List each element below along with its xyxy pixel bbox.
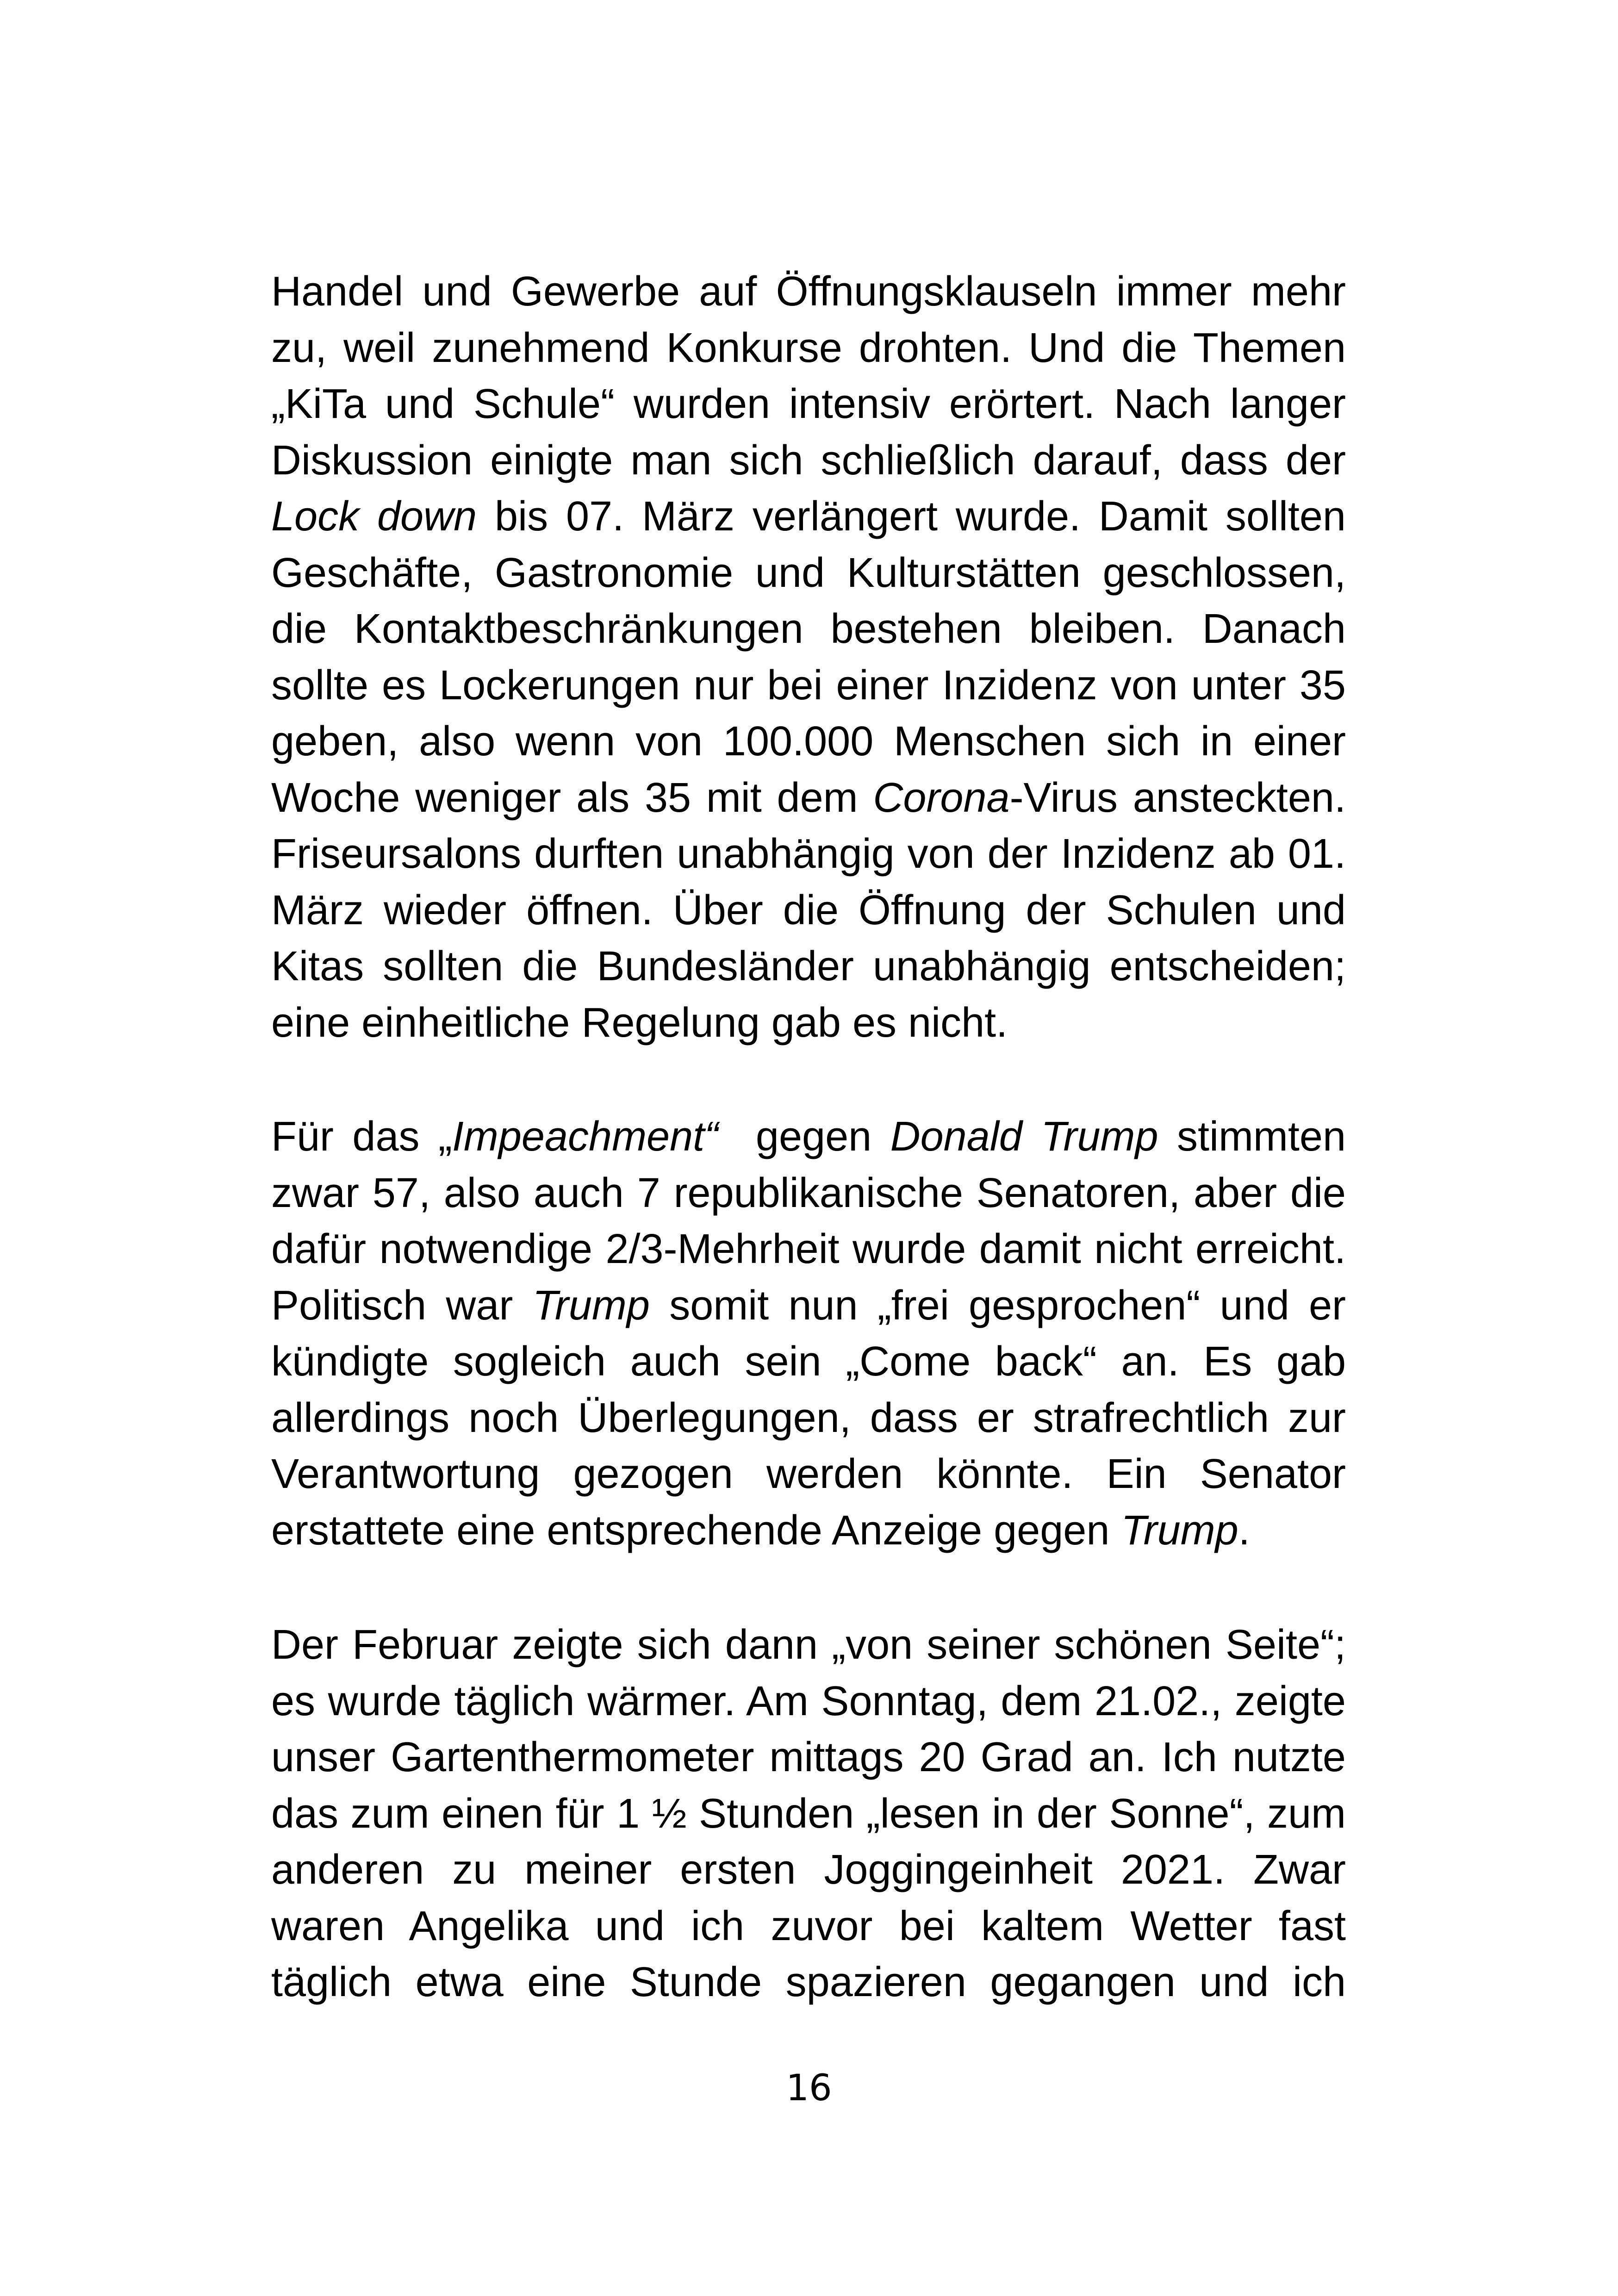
text-segment: stimmten xyxy=(1158,1114,1346,1160)
text-line xyxy=(271,433,1346,489)
text-segment: Woche weniger als 35 mit dem xyxy=(271,774,873,821)
paragraph-impeachment xyxy=(271,1109,1346,1559)
text-line xyxy=(271,826,1346,883)
italic-text-segment: Donald Trump xyxy=(890,1114,1158,1160)
text-line xyxy=(271,1954,1346,2011)
text-segment: Kitas sollten die Bundesländer unabhängig entscheiden; xyxy=(271,943,1346,989)
italic-text-segment: Trump xyxy=(532,1282,650,1329)
text-segment: zwar 57, also auch 7 republikanische Senatoren, aber die xyxy=(271,1170,1346,1216)
text-segment: anderen zu meiner ersten Joggingeinheit 2021. Zwar xyxy=(271,1847,1346,1893)
text-segment: geben, also wenn von 100.000 Menschen sich in einer xyxy=(271,718,1346,765)
text-segment: gegen xyxy=(718,1114,890,1160)
text-segment: Handel und Gewerbe auf Öffnungsklauseln immer mehr xyxy=(271,268,1346,315)
text-line xyxy=(271,1842,1346,1898)
italic-text-segment: Impeachment“ xyxy=(452,1114,719,1160)
text-line xyxy=(271,1278,1346,1334)
text-line xyxy=(271,1674,1346,1730)
text-segment: Geschäfte, Gastronomie und Kulturstätten geschlossen, xyxy=(271,549,1346,596)
text-segment: Verantwortung gezogen werden könnte. Ein Senator xyxy=(271,1451,1346,1497)
text-segment: . xyxy=(1238,1507,1250,1554)
text-line xyxy=(271,1165,1346,1222)
text-line xyxy=(271,1786,1346,1842)
text-segment: eine einheitliche Regelung gab es nicht. xyxy=(271,999,1008,1046)
italic-text-segment: Lock down xyxy=(271,493,477,540)
text-segment: bis 07. März verlängert wurde. Damit sollten xyxy=(477,493,1346,540)
text-line xyxy=(271,939,1346,995)
text-line xyxy=(271,376,1346,433)
text-line xyxy=(271,1221,1346,1278)
text-segment: die Kontaktbeschränkungen bestehen bleiben. Danach xyxy=(271,606,1346,652)
text-line xyxy=(271,1109,1346,1165)
text-segment: Politisch war xyxy=(271,1282,533,1329)
paragraph-february xyxy=(271,1617,1346,2011)
text-line xyxy=(271,1898,1346,1955)
text-segment: das zum einen für 1 ½ Stunden „lesen in der Sonne“, zum xyxy=(271,1790,1346,1837)
text-line xyxy=(271,601,1346,658)
page-number: 16 xyxy=(786,2067,832,2109)
text-segment: Friseursalons durften unabhängig von der Inzidenz ab 01. xyxy=(271,831,1346,877)
text-line xyxy=(271,658,1346,714)
italic-text-segment: Trump xyxy=(1121,1507,1238,1554)
text-segment: „KiTa und Schule“ wurden intensiv erörtert. Nach langer xyxy=(271,381,1346,427)
text-line xyxy=(271,1390,1346,1447)
text-segment: kündigte sogleich auch sein „Come back“ an. Es gab xyxy=(271,1338,1346,1385)
text-segment: erstattete eine entsprechende Anzeige gegen xyxy=(271,1507,1121,1554)
text-segment: sollte es Lockerungen nur bei einer Inzidenz von unter 35 xyxy=(271,662,1346,709)
text-segment: täglich etwa eine Stunde spazieren gegangen und ich xyxy=(271,1959,1346,2005)
text-segment: Diskussion einigte man sich schließlich darauf, dass der xyxy=(271,437,1346,484)
text-segment: Für das „ xyxy=(271,1114,452,1160)
text-line xyxy=(271,770,1346,827)
text-line xyxy=(271,545,1346,602)
text-line xyxy=(271,264,1346,320)
text-line xyxy=(271,883,1346,939)
text-segment: dafür notwendige 2/3-Mehrheit wurde damit nicht erreicht. xyxy=(271,1226,1346,1272)
italic-text-segment: Corona xyxy=(873,774,1010,821)
text-segment: März wieder öffnen. Über die Öffnung der Schulen und xyxy=(271,887,1346,933)
text-line xyxy=(271,489,1346,545)
text-segment: es wurde täglich wärmer. Am Sonntag, dem 21.02., zeigte xyxy=(271,1678,1346,1724)
text-line xyxy=(271,1503,1346,1559)
text-line xyxy=(271,995,1346,1052)
text-segment: -Virus ansteckten. xyxy=(1009,774,1346,821)
text-segment: zu, weil zunehmend Konkurse drohten. Und die Themen xyxy=(271,324,1346,371)
text-line xyxy=(271,1334,1346,1390)
text-segment: waren Angelika und ich zuvor bei kaltem Wetter fast xyxy=(271,1903,1346,1949)
text-segment: Der Februar zeigte sich dann „von seiner schönen Seite“; xyxy=(271,1622,1346,1668)
text-segment: allerdings noch Überlegungen, dass er strafrechtlich zur xyxy=(271,1394,1346,1441)
text-line xyxy=(271,714,1346,770)
text-line xyxy=(271,1730,1346,1786)
text-segment: somit nun „frei gesprochen“ und er xyxy=(649,1282,1346,1329)
text-line xyxy=(271,1617,1346,1674)
text-line xyxy=(271,1446,1346,1503)
text-line xyxy=(271,320,1346,377)
paragraph-lockdown xyxy=(271,264,1346,1051)
text-segment: unser Gartenthermometer mittags 20 Grad an. Ich nutzte xyxy=(271,1734,1346,1780)
